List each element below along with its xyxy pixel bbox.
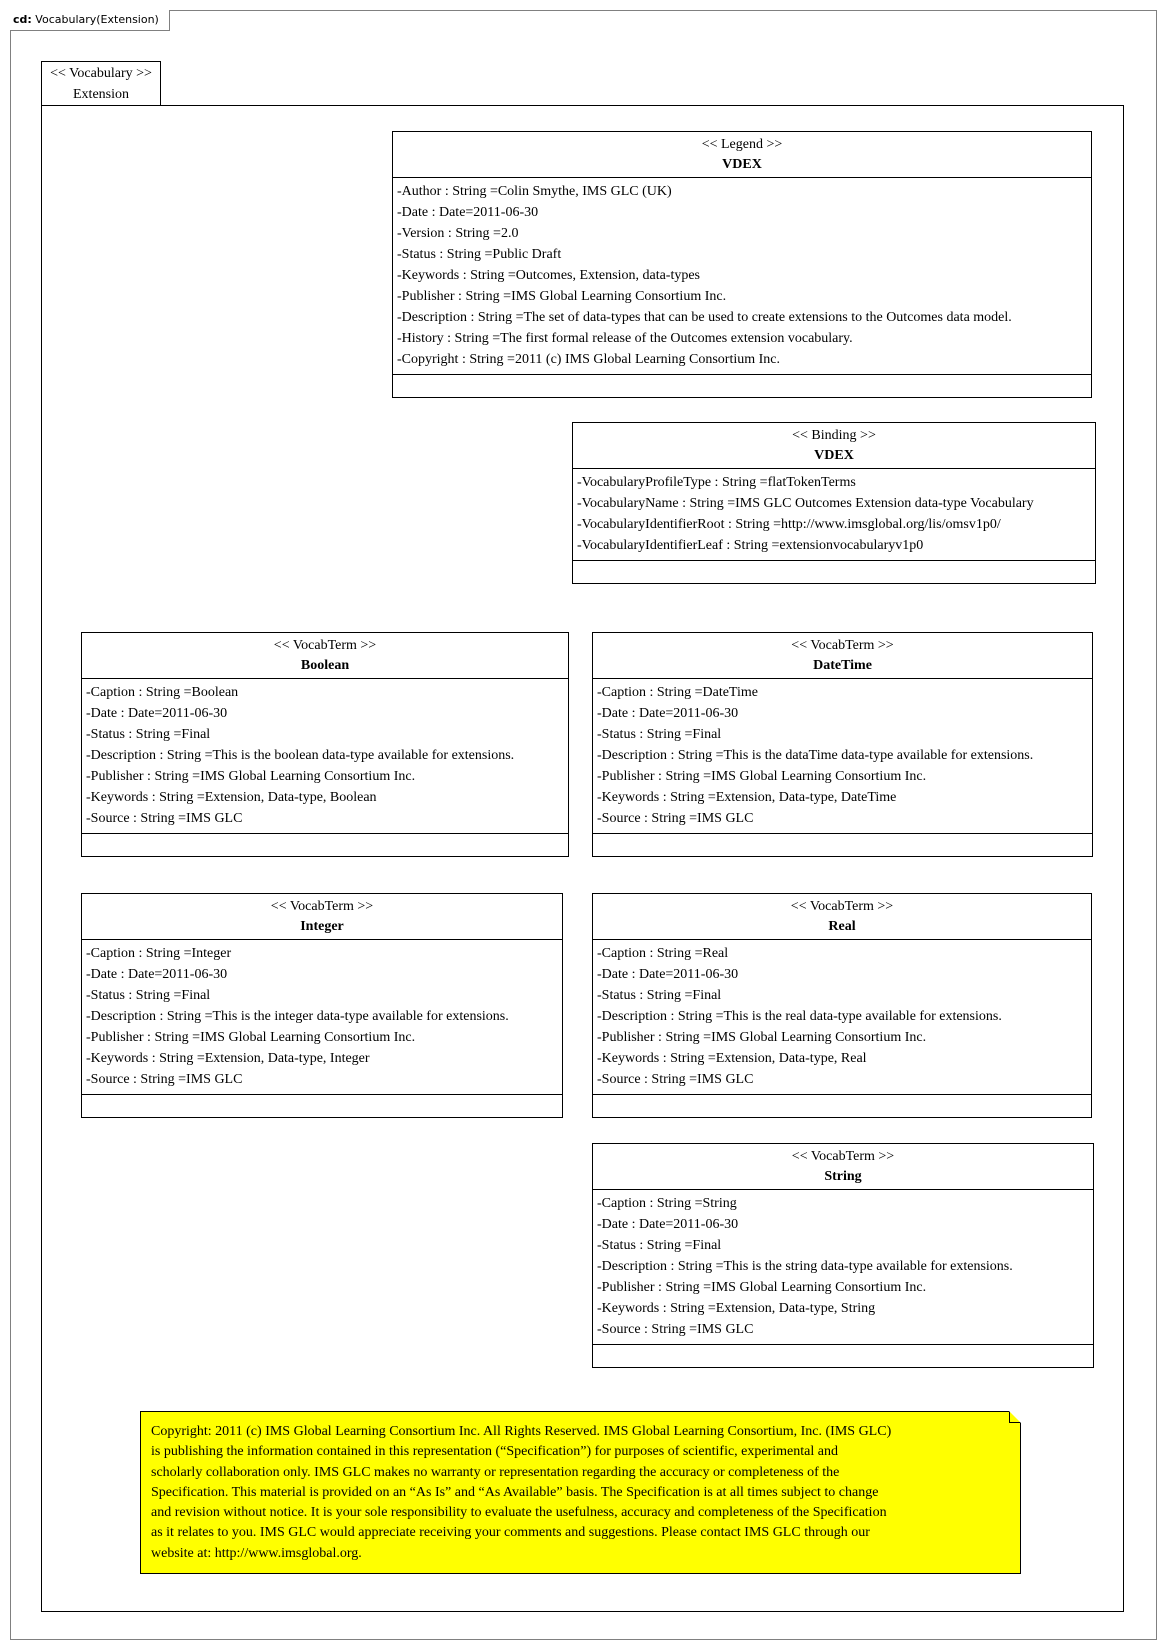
note-line: as it relates to you. IMS GLC would appreciate receiving your comments and suggestions. Please contact IMS GLC through our	[151, 1525, 870, 1541]
attribute-row: -Caption : String =Boolean	[86, 685, 239, 700]
copyright-note[interactable]	[140, 1411, 1021, 1574]
class-operations	[82, 1095, 562, 1117]
attribute-row: -History : String =The first formal release of the Outcomes extension vocabulary.	[397, 331, 853, 346]
attribute-row: -Status : String =Final	[597, 727, 722, 742]
attribute-row: -Keywords : String =Extension, Data-type, Boolean	[86, 790, 377, 805]
class-header	[393, 132, 1091, 178]
package-tab[interactable]	[41, 61, 161, 106]
class-attributes	[82, 940, 562, 1095]
attribute-row: -Description : String =This is the string data-type available for extensions.	[597, 1259, 1013, 1274]
class-stereotype: << VocabTerm >>	[270, 899, 374, 914]
attribute-row: -Source : String =IMS GLC	[86, 1072, 243, 1087]
attribute-row: -Description : String =This is the boolean data-type available for extensions.	[86, 748, 515, 763]
attribute-row: -Caption : String =Integer	[86, 946, 232, 961]
class-operations	[593, 1095, 1091, 1117]
attribute-row: -VocabularyIdentifierLeaf : String =extensionvocabularyv1p0	[577, 538, 924, 553]
vocabterm-class-integer[interactable]	[81, 893, 563, 1118]
class-operations	[393, 375, 1091, 397]
class-header	[593, 633, 1092, 679]
class-header	[82, 633, 568, 679]
class-attributes	[573, 469, 1095, 561]
attribute-row: -Publisher : String =IMS Global Learning Consortium Inc.	[397, 289, 727, 304]
class-header	[593, 1144, 1093, 1190]
note-fold-corner-fill	[1010, 1412, 1020, 1422]
note-line: website at: http://www.imsglobal.org.	[151, 1545, 362, 1561]
attribute-row: -Caption : String =String	[597, 1196, 737, 1211]
class-stereotype: << VocabTerm >>	[790, 899, 894, 914]
class-operations	[82, 834, 568, 856]
class-header	[82, 894, 562, 940]
attribute-row: -Description : String =This is the real data-type available for extensions.	[597, 1009, 1002, 1024]
attribute-row: -Date : Date=2011-06-30	[597, 967, 739, 982]
class-name: Real	[828, 919, 856, 934]
class-name: String	[824, 1169, 862, 1184]
attribute-row: -Publisher : String =IMS Global Learning Consortium Inc.	[597, 1280, 927, 1295]
diagram-type-prefix: cd:	[13, 13, 32, 26]
attribute-row: -VocabularyProfileType : String =flatTokenTerms	[577, 475, 856, 490]
attribute-row: -Caption : String =DateTime	[597, 685, 758, 700]
attribute-row: -Status : String =Final	[597, 1238, 722, 1253]
note-line: Copyright: 2011 (c) IMS Global Learning Consortium Inc. All Rights Reserved. IMS Global Learning Consortium, Inc. (IMS GLC)	[151, 1424, 892, 1439]
attribute-row: -Source : String =IMS GLC	[597, 1072, 754, 1087]
class-attributes	[393, 178, 1091, 375]
class-stereotype: << VocabTerm >>	[791, 1149, 895, 1164]
attribute-row: -Status : String =Public Draft	[397, 247, 562, 262]
class-name: VDEX	[722, 157, 762, 172]
attribute-row: -Date : Date=2011-06-30	[397, 205, 539, 220]
attribute-row: -Source : String =IMS GLC	[597, 811, 754, 826]
attribute-row: -Copyright : String =2011 (c) IMS Global Learning Consortium Inc.	[397, 352, 780, 367]
attribute-row: -Version : String =2.0	[397, 226, 519, 241]
attribute-row: -Date : Date=2011-06-30	[597, 1217, 739, 1232]
attribute-row: -Caption : String =Real	[597, 946, 729, 961]
legend-class[interactable]	[392, 131, 1092, 398]
package-name: Extension	[73, 87, 129, 102]
attribute-row: -Publisher : String =IMS Global Learning Consortium Inc.	[86, 769, 416, 784]
attribute-row: -Author : String =Colin Smythe, IMS GLC (UK)	[397, 184, 672, 199]
attribute-row: -Keywords : String =Outcomes, Extension, data-types	[397, 268, 701, 283]
class-stereotype: << VocabTerm >>	[273, 638, 377, 653]
attribute-row: -Description : String =This is the dataTime data-type available for extensions.	[597, 748, 1034, 763]
class-header	[593, 894, 1091, 940]
diagram-frame-tab	[10, 10, 170, 31]
note-line: is publishing the information contained in this representation (“Specification”) for purposes of scientific, experimental and	[151, 1444, 838, 1460]
note-line: Specification. This material is provided on an “As Is” and “As Available” basis. The Specification is at all times subject to change	[151, 1484, 879, 1500]
vocabterm-class-boolean[interactable]	[81, 632, 569, 857]
vocabterm-class-string[interactable]	[592, 1143, 1094, 1368]
class-operations	[593, 1345, 1093, 1367]
diagram-title: Vocabulary(Extension)	[35, 13, 159, 26]
class-attributes	[593, 1190, 1093, 1345]
attribute-row: -VocabularyName : String =IMS GLC Outcomes Extension data-type Vocabulary	[577, 496, 1034, 511]
attribute-row: -Keywords : String =Extension, Data-type, DateTime	[597, 790, 897, 805]
attribute-row: -Status : String =Final	[597, 988, 722, 1003]
attribute-row: -Source : String =IMS GLC	[597, 1322, 754, 1337]
class-name: VDEX	[814, 448, 854, 463]
attribute-row: -Date : Date=2011-06-30	[86, 967, 228, 982]
attribute-row: -Keywords : String =Extension, Data-type, Real	[597, 1051, 867, 1066]
attribute-row: -Source : String =IMS GLC	[86, 811, 243, 826]
note-line: scholarly collaboration only. IMS GLC makes no warranty or representation regarding the accuracy or completeness of the	[151, 1464, 840, 1480]
attribute-row: -Publisher : String =IMS Global Learning Consortium Inc.	[86, 1030, 416, 1045]
attribute-row: -Publisher : String =IMS Global Learning Consortium Inc.	[597, 769, 927, 784]
class-header	[573, 423, 1095, 469]
class-name: Boolean	[300, 658, 350, 673]
attribute-row: -Status : String =Final	[86, 727, 211, 742]
attribute-row: -VocabularyIdentifierRoot : String =http://www.imsglobal.org/lis/omsv1p0/	[577, 517, 1001, 532]
attribute-row: -Date : Date=2011-06-30	[86, 706, 228, 721]
attribute-row: -Description : String =The set of data-types that can be used to create extensions to the Outcomes data model.	[397, 310, 1012, 325]
class-operations	[573, 561, 1095, 583]
vocabterm-class-datetime[interactable]	[592, 632, 1093, 857]
class-operations	[593, 834, 1092, 856]
attribute-row: -Status : String =Final	[86, 988, 211, 1003]
class-stereotype: << Binding >>	[792, 428, 876, 443]
class-name: DateTime	[813, 658, 872, 673]
attribute-row: -Date : Date=2011-06-30	[597, 706, 739, 721]
attribute-row: -Description : String =This is the integer data-type available for extensions.	[86, 1009, 509, 1024]
attribute-row: -Keywords : String =Extension, Data-type, String	[597, 1301, 876, 1316]
class-name: Integer	[300, 919, 344, 934]
class-attributes	[593, 940, 1091, 1095]
binding-class[interactable]	[572, 422, 1096, 584]
class-attributes	[593, 679, 1092, 834]
vocabterm-class-real[interactable]	[592, 893, 1092, 1118]
class-attributes	[82, 679, 568, 834]
attribute-row: -Publisher : String =IMS Global Learning Consortium Inc.	[597, 1030, 927, 1045]
package-stereotype: << Vocabulary >>	[50, 66, 152, 81]
note-line: and revision without notice. It is your sole responsibility to evaluate the usefulness, accuracy and completeness of the Specification	[151, 1505, 887, 1521]
class-stereotype: << Legend >>	[701, 137, 783, 152]
attribute-row: -Keywords : String =Extension, Data-type, Integer	[86, 1051, 370, 1066]
class-stereotype: << VocabTerm >>	[791, 638, 894, 653]
